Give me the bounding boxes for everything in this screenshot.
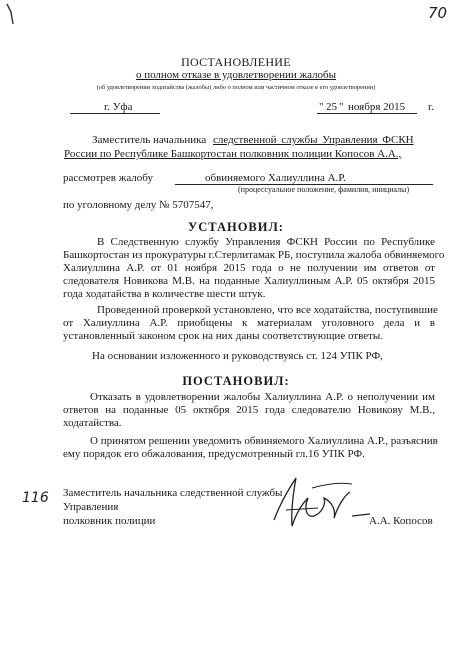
signature-position-line-1: Заместитель начальника следственной службы [63, 487, 283, 499]
handwritten-signature [266, 470, 384, 540]
margin-handwritten-number: 116 [22, 490, 49, 506]
intro-position: Заместитель начальника [92, 134, 207, 146]
corner-pen-mark [4, 2, 20, 26]
intro-line-2 [64, 148, 401, 160]
case-number: по уголовному делу № 5707547, [63, 199, 214, 211]
signature-position-line-2: Управления [63, 501, 119, 513]
resolved-p2-line: ему порядок его обжалования, предусмотренный гл.16 УПК РФ. [63, 448, 365, 460]
resolved-p1-line: Отказать в удовлетворении жалобы Халиуллина А.Р. о неполучении им [90, 391, 435, 403]
established-p1-line: следователя Новикова М.В. на поданные Халиуллиным А.Р. 05 октября 2015 [63, 275, 435, 287]
established-p2-line: от Халиуллина А.Р. приобщены к материалам уголовного дела и в [63, 317, 435, 329]
resolved-paragraph-2 [63, 435, 438, 461]
intro-official: России по Республике Башкортостан полковник полиции Копосов А.А., [64, 148, 402, 160]
signature-position [63, 486, 282, 528]
complainant-note: (процессуальное положение, фамилия, инициалы) [238, 185, 410, 194]
subtitle-note: (об удовлетворении ходатайства (жалобы) либо о полном или частичном отказе в его удовлетворении) [96, 84, 376, 91]
signature-position-line-3: полковник полиции [63, 515, 156, 527]
established-p2-line: установленный законом срок на них даны соответствующие ответы. [63, 330, 384, 342]
established-heading: УСТАНОВИЛ: [188, 220, 284, 234]
resolved-heading: ПОСТАНОВИЛ: [182, 374, 290, 388]
considering-label: рассмотрев жалобу [63, 172, 153, 184]
year-suffix: г. [428, 101, 435, 113]
document-title: ПОСТАНОВЛЕНИЕ [181, 55, 291, 69]
city: г. Уфа [104, 101, 133, 113]
date-quote-close: " [339, 101, 344, 113]
intro-line-1 [92, 134, 414, 146]
established-paragraph-1 [63, 236, 445, 301]
resolved-p2-line: О принятом решении уведомить обвиняемого Халиуллина А.Р., разъяснив [90, 435, 438, 447]
established-p1-line: В Следственную службу Управления ФСКН России по Республике [97, 236, 435, 248]
resolved-p1-line: ответов на поданные 05 октября 2015 года следователю Новикову М.В., [63, 404, 435, 416]
resolved-paragraph-1 [63, 391, 435, 430]
resolved-p1-line: ходатайства. [63, 417, 122, 429]
established-p1-line: Башкортостан из прокуратуры г.Стерлитамак РБ, поступила жалоба обвиняемого [63, 249, 445, 261]
date-underline [317, 113, 417, 114]
city-underline [70, 113, 160, 114]
established-p1-line: года ходатайства в количестве шести штук. [63, 288, 266, 300]
page-number: 70 [428, 4, 448, 22]
legal-basis: На основании изложенного и руководствуясь ст. 124 УПК РФ, [92, 350, 383, 362]
complainant: обвиняемого Халиуллина А.Р. [205, 172, 346, 184]
established-p1-line: Халиуллина А.Р. от 01 ноября 2015 года о не получении им ответов от [63, 262, 435, 274]
document-subtitle [0, 69, 472, 81]
date-day: 25 [326, 101, 337, 113]
established-p2-line: Проведенной проверкой установлено, что все ходатайства, поступившие [97, 304, 438, 316]
subtitle-text: о полном отказе в удовлетворении жалобы [135, 69, 337, 81]
date-quote-open: " [319, 101, 324, 113]
established-paragraph-2 [63, 304, 438, 343]
signatory-name: А.А. Копосов [369, 515, 433, 527]
date-month-year: ноября 2015 [348, 101, 406, 113]
intro-service: следственной службы Управления ФСКН [212, 134, 414, 146]
